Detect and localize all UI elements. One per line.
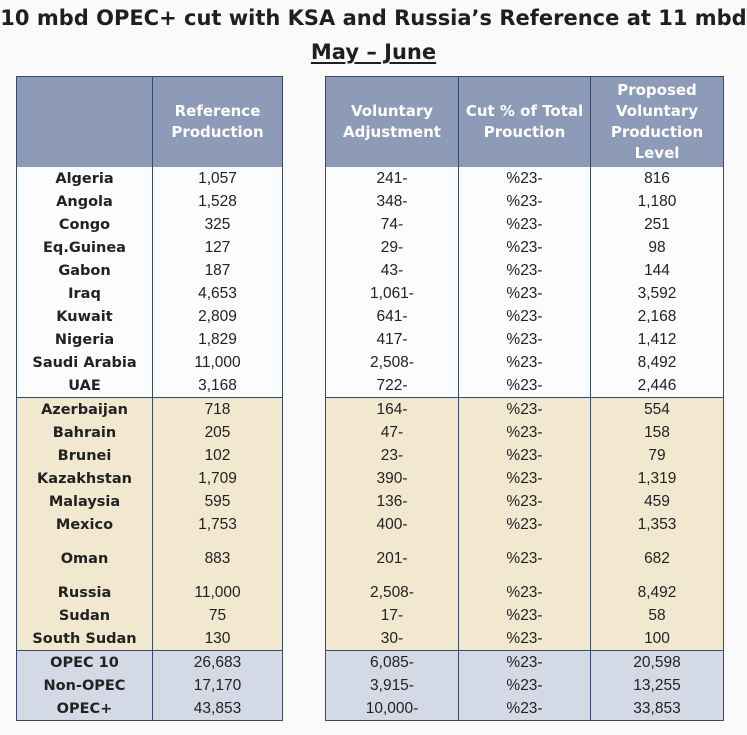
table-row: [17, 674, 283, 697]
reference-value: 4,653: [153, 282, 283, 305]
adjustment-value: 722-: [326, 374, 459, 398]
reference-value: 1,528: [153, 190, 283, 213]
proposed-value: 2,168: [591, 305, 724, 328]
proposed-value: 20,598: [591, 651, 724, 675]
cut-percent-value: %23-: [459, 674, 591, 697]
reference-value: 3,168: [153, 374, 283, 398]
reference-value: 883: [153, 536, 283, 581]
country-name: UAE: [17, 374, 153, 398]
cut-percent-value: %23-: [459, 398, 591, 422]
proposed-value: 8,492: [591, 351, 724, 374]
cut-percent-value: %23-: [459, 282, 591, 305]
table-row: [326, 259, 724, 282]
adjustment-value: 348-: [326, 190, 459, 213]
country-name: Saudi Arabia: [17, 351, 153, 374]
proposed-value: 459: [591, 490, 724, 513]
table-row: [17, 236, 283, 259]
cut-percent-value: %23-: [459, 536, 591, 581]
reference-value: 1,753: [153, 513, 283, 536]
adjustment-value: 136-: [326, 490, 459, 513]
proposed-value: 1,319: [591, 467, 724, 490]
table-row: [17, 167, 283, 190]
adjustment-value: 641-: [326, 305, 459, 328]
country-name: OPEC+: [17, 697, 153, 721]
country-name: Russia: [17, 581, 153, 604]
adjustment-value: 23-: [326, 444, 459, 467]
table-row: [17, 328, 283, 351]
cut-percent-value: %23-: [459, 374, 591, 398]
table-row: [326, 467, 724, 490]
proposed-value: 2,446: [591, 374, 724, 398]
table-row: [326, 536, 724, 581]
table-row: [326, 236, 724, 259]
adjustment-value: 417-: [326, 328, 459, 351]
table-row: [326, 674, 724, 697]
reference-value: 205: [153, 421, 283, 444]
adjustment-value: 30-: [326, 627, 459, 651]
adjustment-value: 164-: [326, 398, 459, 422]
cut-percent-value: %23-: [459, 467, 591, 490]
reference-value: 130: [153, 627, 283, 651]
country-name: Oman: [17, 536, 153, 581]
reference-value: 43,853: [153, 697, 283, 721]
table-row: [17, 581, 283, 604]
proposed-value: 33,853: [591, 697, 724, 721]
proposed-value: 144: [591, 259, 724, 282]
reference-value: 26,683: [153, 651, 283, 675]
country-name: Iraq: [17, 282, 153, 305]
cut-percent-value: %23-: [459, 444, 591, 467]
adjustment-value: 17-: [326, 604, 459, 627]
table-row: [326, 490, 724, 513]
table-row: [326, 604, 724, 627]
adjustment-value: 3,915-: [326, 674, 459, 697]
cut-percent-value: %23-: [459, 213, 591, 236]
proposed-value: 554: [591, 398, 724, 422]
table-row: [17, 536, 283, 581]
table-row: [326, 190, 724, 213]
proposed-value: 13,255: [591, 674, 724, 697]
table-row: [17, 651, 283, 675]
country-header: [17, 77, 153, 168]
country-name: Sudan: [17, 604, 153, 627]
table-row: [326, 513, 724, 536]
reference-value: 1,057: [153, 167, 283, 190]
proposed-value: 8,492: [591, 581, 724, 604]
table-row: [326, 305, 724, 328]
country-name: Gabon: [17, 259, 153, 282]
table-row: [17, 627, 283, 651]
country-name: Kazakhstan: [17, 467, 153, 490]
reference-value: 102: [153, 444, 283, 467]
cut-percent-value: %23-: [459, 490, 591, 513]
cut-percent-header: Cut % of Total Prouction: [459, 77, 591, 168]
cut-percent-value: %23-: [459, 581, 591, 604]
adjustment-table-body: [326, 167, 724, 721]
proposed-value: 251: [591, 213, 724, 236]
table-row: [17, 398, 283, 422]
country-name: Angola: [17, 190, 153, 213]
cut-percent-value: %23-: [459, 697, 591, 721]
table-row: [17, 490, 283, 513]
adjustment-value: 2,508-: [326, 581, 459, 604]
country-name: Malaysia: [17, 490, 153, 513]
reference-value: 17,170: [153, 674, 283, 697]
country-name: Brunei: [17, 444, 153, 467]
reference-value: 1,709: [153, 467, 283, 490]
adjustment-table: [325, 76, 724, 721]
country-name: South Sudan: [17, 627, 153, 651]
cut-percent-value: %23-: [459, 627, 591, 651]
reference-value: 595: [153, 490, 283, 513]
table-row: [326, 627, 724, 651]
table-row: [326, 213, 724, 236]
adjustment-value: 241-: [326, 167, 459, 190]
adjustment-value: 10,000-: [326, 697, 459, 721]
cut-percent-value: %23-: [459, 236, 591, 259]
page-title: 10 mbd OPEC+ cut with KSA and Russia’s Reference at 11 mbd: [0, 6, 747, 30]
table-row: [17, 351, 283, 374]
reference-value: 1,829: [153, 328, 283, 351]
table-row: [17, 374, 283, 398]
adjustment-value: 201-: [326, 536, 459, 581]
cut-percent-value: %23-: [459, 328, 591, 351]
adjustment-value: 29-: [326, 236, 459, 259]
country-name: Azerbaijan: [17, 398, 153, 422]
table-row: [326, 374, 724, 398]
table-row: [326, 167, 724, 190]
table-row: [326, 697, 724, 721]
cut-percent-value: %23-: [459, 651, 591, 675]
adjustment-value: 400-: [326, 513, 459, 536]
table-row: [17, 513, 283, 536]
table-row: [326, 282, 724, 305]
country-name: Mexico: [17, 513, 153, 536]
cut-percent-value: %23-: [459, 259, 591, 282]
adjustment-value: 6,085-: [326, 651, 459, 675]
reference-value: 11,000: [153, 581, 283, 604]
country-name: Nigeria: [17, 328, 153, 351]
cut-percent-value: %23-: [459, 604, 591, 627]
proposed-value: 79: [591, 444, 724, 467]
reference-value: 75: [153, 604, 283, 627]
adjustment-value: 43-: [326, 259, 459, 282]
proposed-value: 98: [591, 236, 724, 259]
reference-value: 325: [153, 213, 283, 236]
cut-percent-value: %23-: [459, 513, 591, 536]
table-row: [326, 328, 724, 351]
adjustment-value: 74-: [326, 213, 459, 236]
reference-value: 127: [153, 236, 283, 259]
reference-table: [16, 76, 283, 721]
proposed-value: 100: [591, 627, 724, 651]
reference-value: 2,809: [153, 305, 283, 328]
table-row: [326, 444, 724, 467]
table-row: [17, 282, 283, 305]
proposed-value: 158: [591, 421, 724, 444]
table-row: [17, 697, 283, 721]
proposed-value: 682: [591, 536, 724, 581]
reference-value: 187: [153, 259, 283, 282]
country-name: OPEC 10: [17, 651, 153, 675]
adjustment-value: 2,508-: [326, 351, 459, 374]
reference-value: 11,000: [153, 351, 283, 374]
table-row: [17, 604, 283, 627]
proposed-level-header: Proposed Voluntary Production Level: [591, 77, 724, 168]
proposed-value: 1,412: [591, 328, 724, 351]
table-row: [17, 213, 283, 236]
proposed-value: 816: [591, 167, 724, 190]
table-row: [17, 421, 283, 444]
table-row: [326, 581, 724, 604]
proposed-value: 58: [591, 604, 724, 627]
voluntary-adjustment-header: Voluntary Adjustment: [326, 77, 459, 168]
cut-percent-value: %23-: [459, 190, 591, 213]
table-row: [326, 421, 724, 444]
table-row: [326, 398, 724, 422]
cut-percent-value: %23-: [459, 351, 591, 374]
table-row: [17, 259, 283, 282]
proposed-value: 3,592: [591, 282, 724, 305]
reference-production-header: Reference Production: [153, 77, 283, 168]
country-name: Bahrain: [17, 421, 153, 444]
cut-percent-value: %23-: [459, 421, 591, 444]
proposed-value: 1,353: [591, 513, 724, 536]
cut-percent-value: %23-: [459, 305, 591, 328]
country-name: Algeria: [17, 167, 153, 190]
reference-value: 718: [153, 398, 283, 422]
table-row: [17, 190, 283, 213]
country-name: Kuwait: [17, 305, 153, 328]
table-row: [326, 651, 724, 675]
adjustment-value: 1,061-: [326, 282, 459, 305]
adjustment-value: 47-: [326, 421, 459, 444]
table-row: [17, 444, 283, 467]
table-row: [17, 467, 283, 490]
proposed-value: 1,180: [591, 190, 724, 213]
page-subtitle: May – June: [310, 40, 437, 64]
adjustment-value: 390-: [326, 467, 459, 490]
cut-percent-value: %23-: [459, 167, 591, 190]
reference-table-body: [17, 167, 283, 721]
table-row: [326, 351, 724, 374]
country-name: Congo: [17, 213, 153, 236]
country-name: Non-OPEC: [17, 674, 153, 697]
table-row: [17, 305, 283, 328]
country-name: Eq.Guinea: [17, 236, 153, 259]
